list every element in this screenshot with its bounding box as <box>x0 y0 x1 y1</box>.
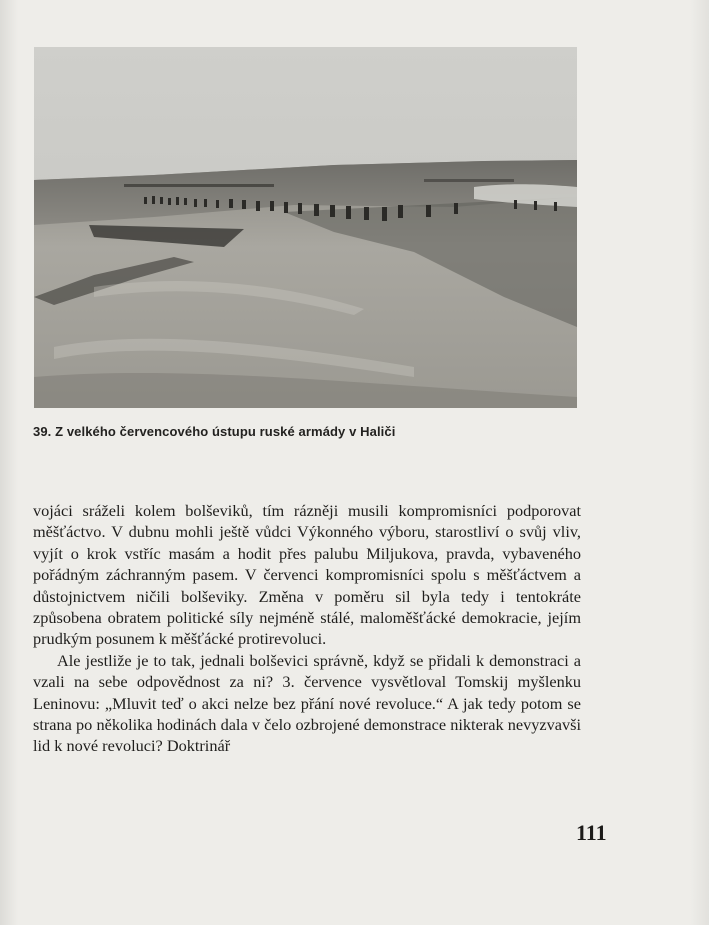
paragraph: vojáci sráželi kolem bolševiků, tím rázněji musili kompromisníci podporovat měšťáctvo. V dubnu mohli ještě vůdci Výkonného výboru, starostliví o svůj vliv, vyjít o krok vstříc masám a hodit přes palubu Miljukova, pravda, vybaveného pořádným záchranným pasem. V červenci kompromisníci spolu s měšťáctvem a důstojnictvem ničili bolševiky. Změna v poměru sil byla tedy i tentokráte způsobena obratem politické síly nejméně stálé, maloměšťácké demokracie, jejím prudkým posunem k měšťácké protirevoluci. <box>33 501 581 649</box>
paragraph: Ale jestliže je to tak, jednali bolševici správně, když se přidali k demonstraci a vzali na sebe odpovědnost za ni? 3. července vysvětloval Tomskij myšlenku Leninovu: „Mluvit teď o akci nelze bez přání nové revoluce.“ A jak tedy potom se strana po několika hodinách dala v čelo ozbrojené demonstrace nikterak nevyzvavši lid k nové revoluci? Doktrinář <box>33 650 581 756</box>
figure-caption: 39. Z velkého červencového ústupu ruské armády v Haliči <box>33 424 396 439</box>
page-number: 111 <box>576 820 607 845</box>
landscape-photo-icon <box>34 47 577 408</box>
figure-photo <box>34 47 577 408</box>
body-text <box>33 500 581 757</box>
